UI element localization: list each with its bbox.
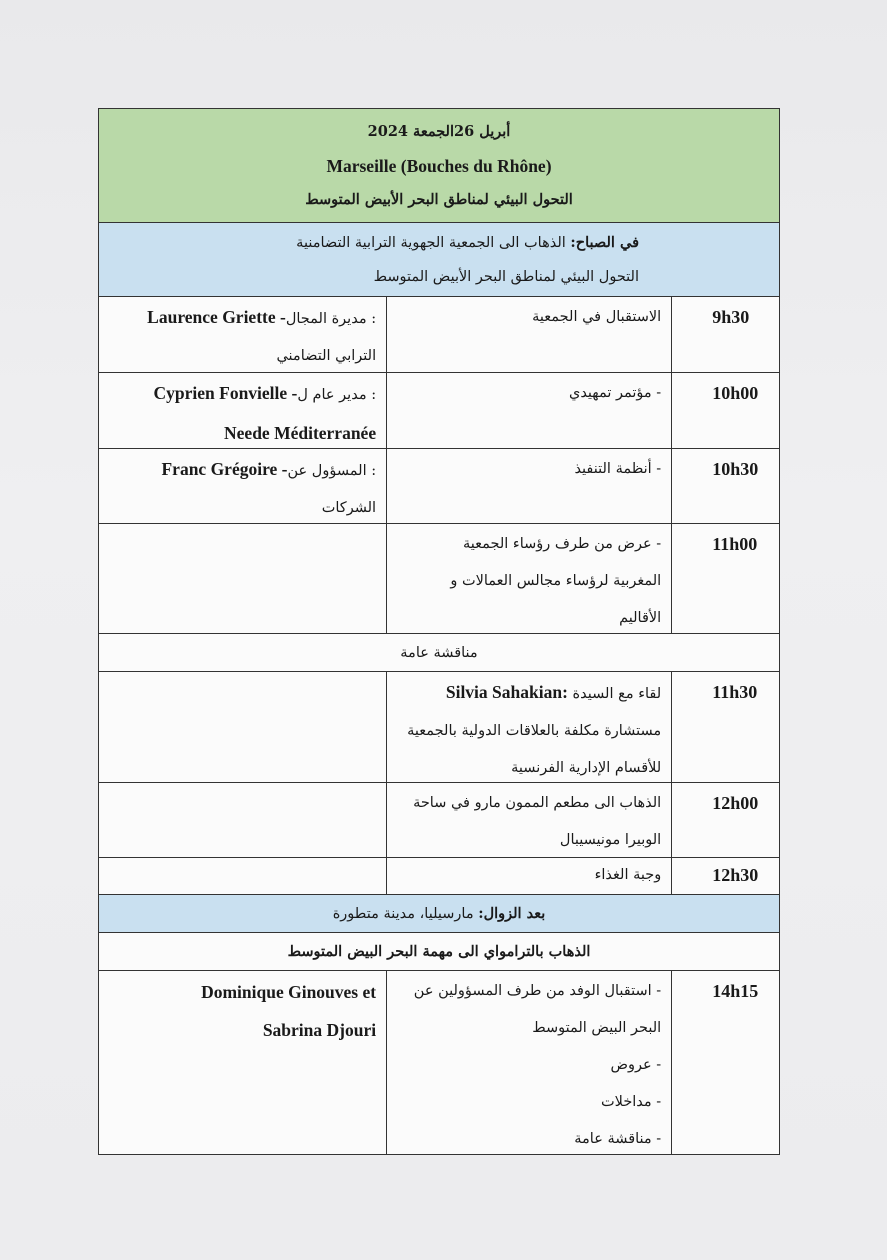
speaker-role: : مديرة المجال	[285, 311, 377, 327]
morning-line2: التحول البيئي لمناطق البحر الأبيض المتوسط	[373, 268, 639, 285]
speaker-line2: Sabrina Djouri	[262, 1020, 377, 1040]
table-row	[99, 449, 779, 524]
table-row	[99, 971, 779, 1154]
activity-line: الذهاب الى مطعم الممون مارو في ساحة	[413, 795, 662, 811]
discussion-text: مناقشة عامة	[400, 644, 478, 661]
speaker-role: : المسؤول عن	[287, 463, 377, 479]
activity-line: - مناقشة عامة	[574, 1131, 662, 1147]
speaker-cell	[99, 373, 387, 448]
schedule-table	[98, 108, 780, 1155]
activity-line: - استقبال الوفد من طرف المسؤولين عن	[413, 983, 662, 999]
tram-band	[99, 933, 779, 971]
header-date: 2024 أبريل 26الجمعة	[367, 122, 511, 140]
discussion-band	[99, 634, 779, 672]
activity-line: البحر البيض المتوسط	[532, 1020, 662, 1036]
speaker-name: Laurence Griette -	[147, 307, 286, 327]
afternoon-text: مارسيليا، مدينة متطورة	[332, 905, 474, 922]
header-band	[99, 109, 779, 223]
activity-cell	[387, 672, 672, 782]
activity-line: - أنظمة التنفيذ	[574, 461, 662, 477]
table-row	[99, 373, 779, 449]
activity-line: الأقاليم	[619, 610, 662, 626]
speaker-cell	[99, 524, 387, 633]
activity-line: المغربية لرؤساء مجالس العمالات و	[450, 573, 662, 589]
activity-cell	[387, 971, 672, 1154]
activity-line: للأقسام الإدارية الفرنسية	[511, 760, 662, 776]
time-cell: 9h30	[712, 307, 750, 327]
activity-cell	[387, 297, 672, 372]
speaker-line2: الشركات	[321, 500, 377, 516]
activity-line: وجبة الغذاء	[594, 867, 662, 883]
activity-prefix: لقاء مع السيدة	[572, 686, 662, 702]
time-cell: 11h00	[712, 534, 758, 554]
activity-line: - عرض من طرف رؤساء الجمعية	[462, 536, 662, 552]
speaker-cell	[99, 297, 387, 372]
speaker-line2: الترابي التضامني	[276, 348, 377, 364]
table-row	[99, 672, 779, 783]
speaker-line1: Dominique Ginouves et	[201, 982, 377, 1002]
time-cell: 14h15	[712, 981, 759, 1001]
time-cell: 12h00	[712, 793, 759, 813]
activity-cell	[387, 449, 672, 523]
time-cell: 10h00	[712, 383, 759, 403]
speaker-role: : مدير عام ل	[297, 387, 377, 403]
header-theme: التحول البيئي لمناطق البحر الأبيض المتوسط	[305, 190, 573, 208]
table-row	[99, 524, 779, 634]
activity-cell	[387, 858, 672, 894]
afternoon-band	[99, 895, 779, 933]
speaker-line2: Neede Méditerranée	[224, 423, 377, 443]
activity-person-name: Silvia Sahakian:	[445, 682, 568, 702]
activity-cell	[387, 783, 672, 857]
morning-destination: الذهاب الى الجمعية الجهوية الترابية التضامنية	[296, 234, 566, 251]
morning-label: في الصباح:	[570, 233, 639, 251]
activity-cell	[387, 373, 672, 448]
tram-text: الذهاب بالترامواي الى مهمة البحر البيض المتوسط	[287, 942, 591, 960]
activity-line: - مداخلات	[601, 1094, 662, 1110]
speaker-cell	[99, 783, 387, 857]
time-cell: 12h30	[712, 865, 759, 885]
morning-line1	[296, 226, 639, 260]
activity-cell	[387, 524, 672, 633]
speaker-cell	[99, 971, 387, 1154]
table-row	[99, 783, 779, 858]
activity-line: مستشارة مكلفة بالعلاقات الدولية بالجمعية	[407, 723, 662, 739]
time-cell: 10h30	[712, 459, 759, 479]
speaker-cell	[99, 449, 387, 523]
activity-line: الوبيرا مونيسيبال	[559, 832, 662, 848]
speaker-name: Franc Grégoire -	[161, 459, 288, 479]
speaker-cell	[99, 672, 387, 782]
table-row	[99, 858, 779, 895]
afternoon-label: بعد الزوال:	[478, 904, 546, 922]
speaker-name: Cyprien Fonvielle -	[153, 383, 298, 403]
afternoon-line	[333, 897, 546, 931]
activity-line: - مؤتمر تمهيدي	[568, 385, 662, 401]
morning-band	[99, 223, 779, 297]
header-location: Marseille (Bouches du Rhône)	[326, 155, 552, 176]
speaker-cell	[99, 858, 387, 894]
time-cell: 11h30	[712, 682, 758, 702]
table-row	[99, 297, 779, 373]
activity-line: - عروض	[610, 1057, 662, 1073]
activity-line: الاستقبال في الجمعية	[532, 309, 662, 325]
